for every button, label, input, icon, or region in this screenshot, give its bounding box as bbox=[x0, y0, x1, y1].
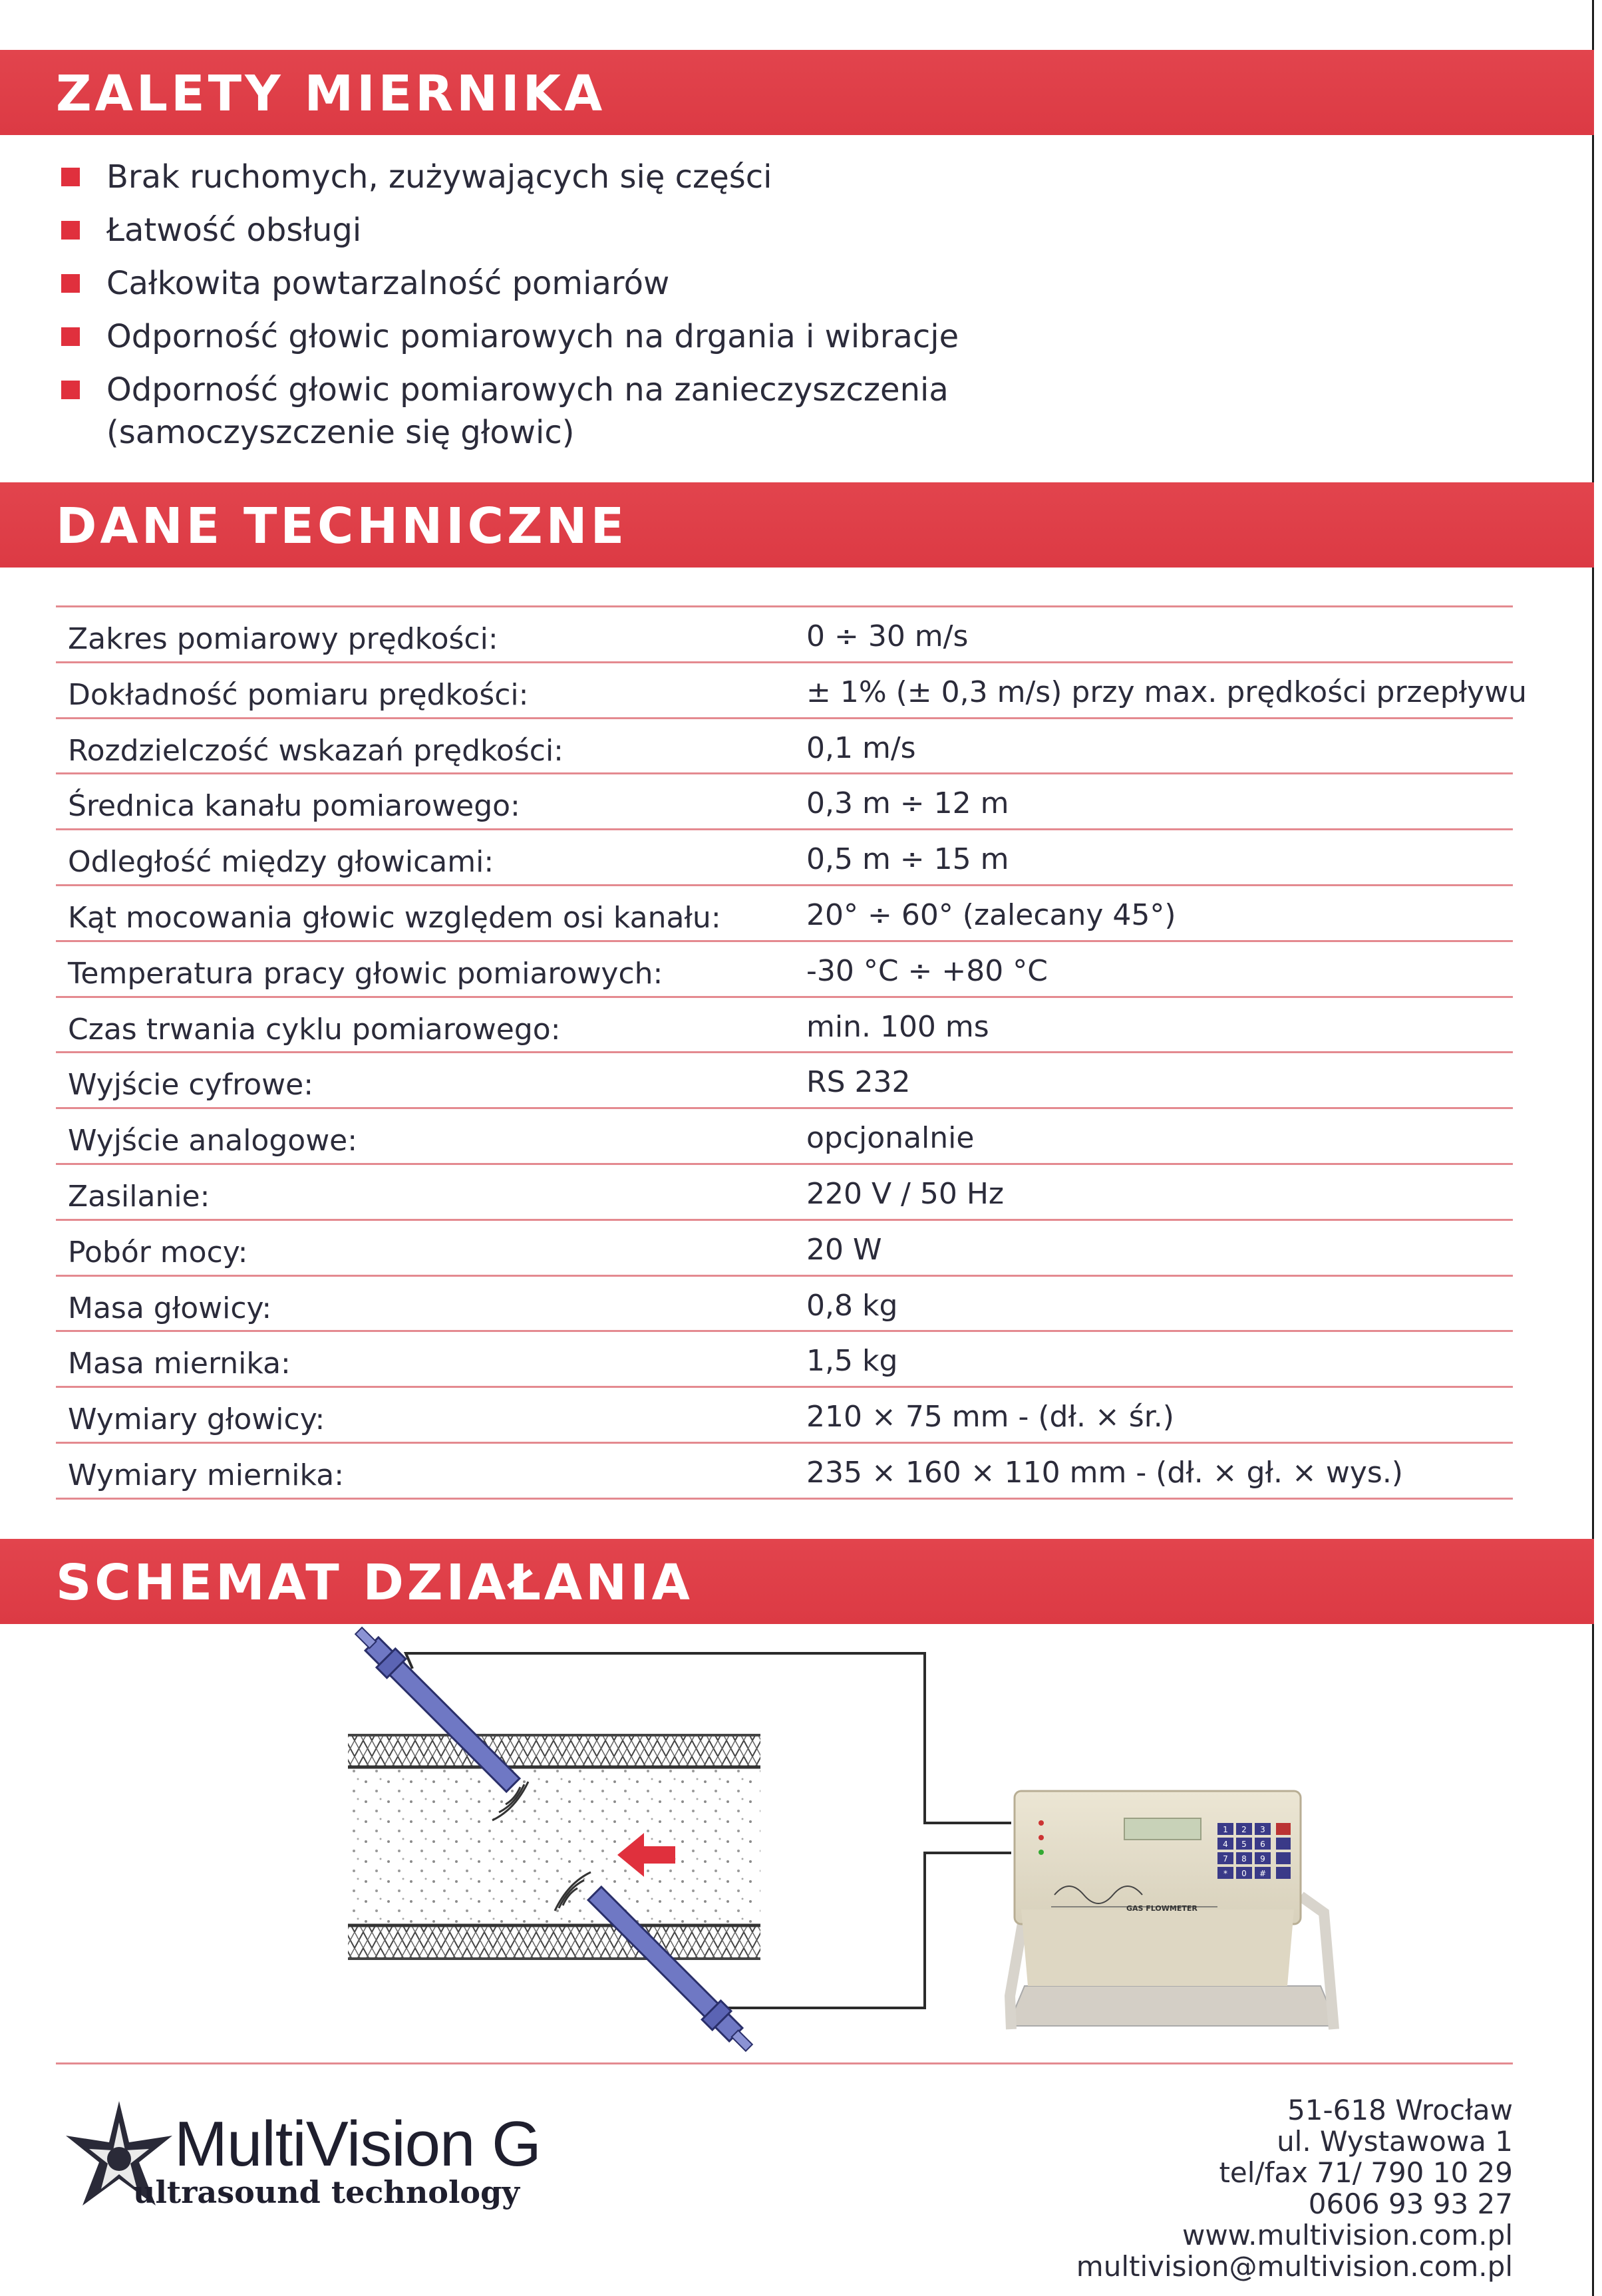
bullet-square-icon bbox=[61, 221, 80, 240]
table-row bbox=[56, 1444, 1513, 1500]
table-row bbox=[56, 1109, 1513, 1165]
advantages-title: ZALETY MIERNIKA bbox=[56, 65, 606, 122]
spec-label: Odległość między głowicami: bbox=[68, 845, 494, 880]
spec-label: Zakres pomiarowy prędkości: bbox=[68, 622, 498, 656]
address-mobile: 0606 93 93 27 bbox=[1308, 2188, 1513, 2220]
bullet-square-icon bbox=[61, 327, 80, 346]
spec-value: 1,5 kg bbox=[806, 1344, 898, 1379]
keypad-key bbox=[1236, 1867, 1252, 1879]
advantages-list bbox=[61, 150, 1525, 451]
spec-value: ± 1% (± 0,3 m/s) przy max. prędkości przepływu bbox=[806, 675, 1527, 709]
spec-label: Dokładność pomiaru prędkości: bbox=[68, 677, 529, 712]
spec-value: 235 × 160 × 110 mm - (dł. × gł. × wys.) bbox=[806, 1455, 1403, 1490]
pipe-cross-section bbox=[348, 1735, 760, 1959]
spec-label: Masa miernika: bbox=[68, 1347, 291, 1381]
advantages-banner bbox=[0, 50, 1594, 135]
table-row bbox=[56, 1053, 1513, 1109]
spec-value: 20 W bbox=[806, 1232, 882, 1267]
table-row bbox=[56, 1277, 1513, 1333]
spec-label: Wymiary głowicy: bbox=[68, 1402, 325, 1437]
schema-banner bbox=[0, 1539, 1594, 1624]
contact-address bbox=[1076, 2094, 1513, 2282]
table-row bbox=[56, 1388, 1513, 1444]
schema-title: SCHEMAT DZIAŁANIA bbox=[56, 1554, 693, 1611]
spec-value: 220 V / 50 Hz bbox=[806, 1176, 1005, 1211]
table-row bbox=[56, 774, 1513, 830]
keypad-key bbox=[1255, 1823, 1271, 1835]
svg-text:*: * bbox=[1223, 1869, 1227, 1878]
keypad-key bbox=[1236, 1852, 1252, 1864]
spec-value: 210 × 75 mm - (dł. × śr.) bbox=[806, 1400, 1174, 1434]
spec-value: 0,1 m/s bbox=[806, 731, 916, 765]
address-phone: tel/fax 71/ 790 10 29 bbox=[1219, 2156, 1513, 2189]
table-row bbox=[56, 886, 1513, 942]
logo-name: MultiVision G bbox=[174, 2108, 541, 2180]
list-item: Odporność głowic pomiarowych na drgania i wibracje bbox=[61, 310, 1525, 363]
table-row bbox=[56, 942, 1513, 998]
list-item: Łatwość obsługi bbox=[61, 204, 1525, 257]
spec-value: -30 °C ÷ +80 °C bbox=[806, 953, 1048, 988]
svg-text:1: 1 bbox=[1223, 1825, 1228, 1834]
specs-banner bbox=[0, 482, 1594, 568]
bullet-square-icon bbox=[61, 274, 80, 293]
table-row bbox=[56, 719, 1513, 775]
bullet-square-icon bbox=[61, 168, 80, 186]
spec-label: Kąt mocowania głowic względem osi kanału: bbox=[68, 900, 721, 935]
spec-label: Wymiary miernika: bbox=[68, 1458, 345, 1492]
spec-label: Rozdzielczość wskazań prędkości: bbox=[68, 733, 563, 768]
table-row bbox=[56, 830, 1513, 886]
keypad-key bbox=[1255, 1867, 1271, 1879]
table-row bbox=[56, 607, 1513, 663]
keypad-key bbox=[1217, 1867, 1233, 1879]
spec-value: min. 100 ms bbox=[806, 1009, 989, 1044]
svg-text:6: 6 bbox=[1260, 1840, 1265, 1849]
keypad-key bbox=[1217, 1838, 1233, 1850]
svg-text:2: 2 bbox=[1241, 1825, 1247, 1834]
list-item: Odporność głowic pomiarowych na zanieczyszczenia (samoczyszczenie się głowic) bbox=[61, 363, 1525, 451]
keypad-key bbox=[1255, 1838, 1271, 1850]
operation-diagram bbox=[0, 1623, 1602, 2089]
svg-text:8: 8 bbox=[1241, 1854, 1247, 1864]
svg-text:5: 5 bbox=[1241, 1840, 1247, 1849]
table-row bbox=[56, 1165, 1513, 1221]
list-item: Całkowita powtarzalność pomiarów bbox=[61, 257, 1525, 310]
spec-value: 20° ÷ 60° (zalecany 45°) bbox=[806, 898, 1176, 932]
email-link[interactable]: multivision@multivision.com.pl bbox=[1076, 2250, 1513, 2283]
table-row bbox=[56, 998, 1513, 1054]
keypad-key bbox=[1255, 1852, 1271, 1864]
gas-flowmeter-device bbox=[1008, 1791, 1337, 2029]
svg-text:9: 9 bbox=[1260, 1854, 1265, 1864]
footer-divider bbox=[56, 2062, 1513, 2064]
spec-label: Masa głowicy: bbox=[68, 1291, 272, 1325]
list-item-continuation: (samoczyszczenie się głowic) bbox=[106, 414, 575, 451]
spec-value: 0 ÷ 30 m/s bbox=[806, 619, 969, 653]
spec-value: 0,8 kg bbox=[806, 1288, 898, 1323]
svg-text:#: # bbox=[1259, 1869, 1267, 1878]
spec-label: Średnica kanału pomiarowego: bbox=[68, 789, 520, 824]
device-label: GAS FLOWMETER bbox=[1126, 1904, 1198, 1913]
list-item: Brak ruchomych, zużywających się części bbox=[61, 150, 1525, 204]
svg-text:4: 4 bbox=[1223, 1840, 1228, 1849]
specs-table bbox=[56, 605, 1527, 1500]
keypad-key bbox=[1236, 1838, 1252, 1850]
svg-text:3: 3 bbox=[1260, 1825, 1265, 1834]
multivision-logo bbox=[56, 2096, 561, 2215]
table-row bbox=[56, 1332, 1513, 1388]
table-row bbox=[56, 1221, 1513, 1277]
spec-label: Pobór mocy: bbox=[68, 1235, 248, 1269]
spec-value: 0,5 m ÷ 15 m bbox=[806, 842, 1009, 877]
spec-label: Zasilanie: bbox=[68, 1179, 210, 1214]
svg-text:7: 7 bbox=[1223, 1854, 1228, 1864]
keypad-key bbox=[1217, 1852, 1233, 1864]
website-link[interactable]: www.multivision.com.pl bbox=[1182, 2219, 1513, 2251]
bullet-square-icon bbox=[61, 381, 80, 399]
spec-label: Wyjście cyfrowe: bbox=[68, 1068, 314, 1102]
spec-label: Temperatura pracy głowic pomiarowych: bbox=[68, 956, 663, 991]
svg-text:0: 0 bbox=[1241, 1869, 1247, 1878]
address-street: ul. Wystawowa 1 bbox=[1277, 2125, 1513, 2158]
address-city: 51-618 Wrocław bbox=[1287, 2094, 1513, 2126]
spec-label: Wyjście analogowe: bbox=[68, 1124, 358, 1158]
spec-value: RS 232 bbox=[806, 1065, 911, 1100]
spec-label: Czas trwania cyklu pomiarowego: bbox=[68, 1012, 561, 1047]
spec-value: 0,3 m ÷ 12 m bbox=[806, 786, 1009, 821]
keypad-key bbox=[1217, 1823, 1233, 1835]
table-row bbox=[56, 663, 1527, 719]
spec-value: opcjonalnie bbox=[806, 1121, 975, 1156]
logo-subtitle: ultrasound technology bbox=[133, 2174, 520, 2210]
specs-title: DANE TECHNICZNE bbox=[56, 498, 628, 555]
keypad-key bbox=[1236, 1823, 1252, 1835]
